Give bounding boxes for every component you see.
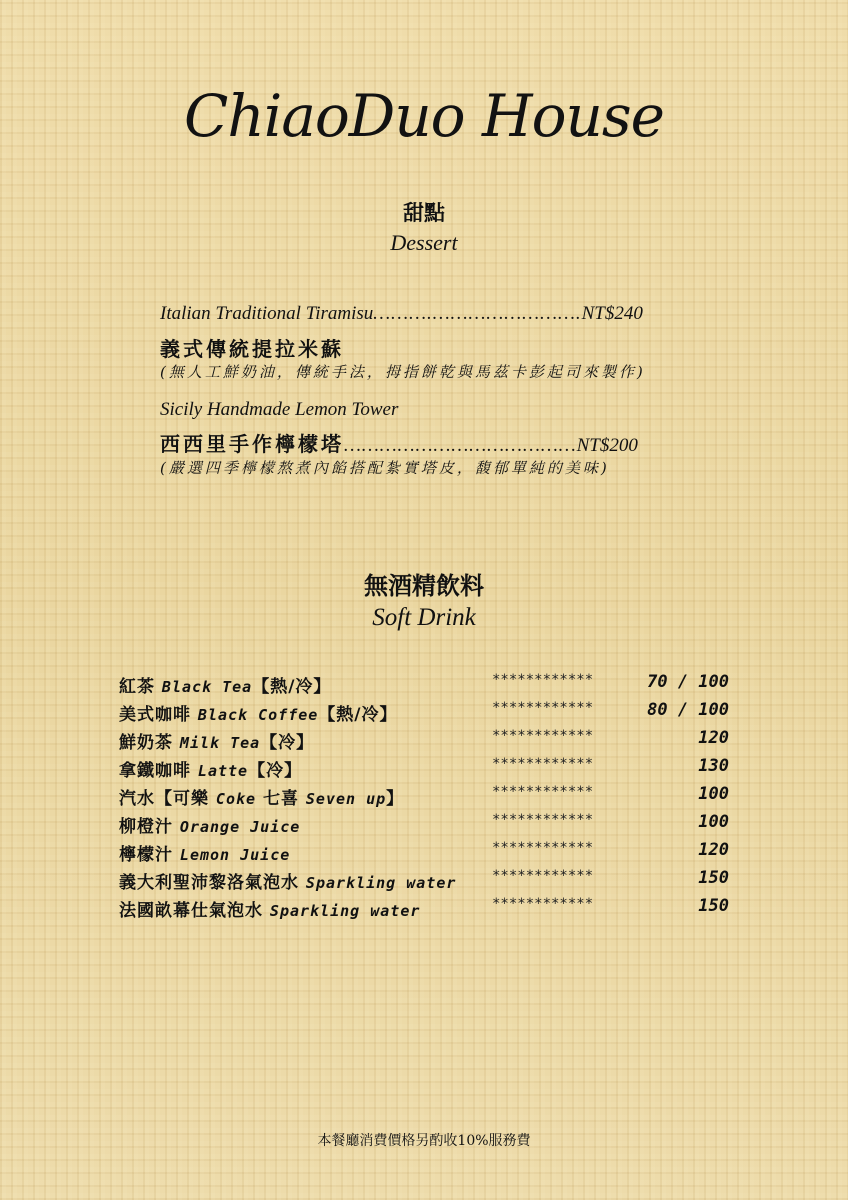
drink-row	[0, 728, 848, 752]
drink-stars: ************	[492, 812, 594, 828]
drink-name	[119, 672, 331, 697]
drink-name-en: Orange Juice	[179, 818, 301, 836]
drink-stars: ************	[492, 756, 594, 772]
drink-name	[119, 700, 398, 725]
drink-row	[0, 784, 848, 808]
drink-stars: ************	[492, 840, 594, 856]
drink-name-en: Black Tea	[161, 678, 253, 696]
drink-name	[119, 756, 302, 781]
drink-name-zh: 義大利聖沛黎洛氣泡水	[119, 873, 299, 893]
dessert-item-name-en: Italian Traditional Tiramisu	[160, 303, 374, 324]
drink-name-zh: 汽水【可樂	[119, 789, 209, 809]
drink-stars: ************	[492, 700, 594, 716]
drink-stars: ************	[492, 896, 594, 912]
drink-name-zh: 檸檬汁	[119, 845, 173, 865]
dessert-item-2-line	[160, 428, 638, 457]
drink-stars: ************	[492, 728, 594, 744]
drink-price: 100	[698, 812, 729, 832]
drink-name-en: Sparkling water	[269, 902, 421, 920]
dessert-item-description: (嚴選四季檸檬熬煮內餡搭配紮實塔皮，馥郁單純的美味)	[160, 459, 610, 477]
restaurant-title: ChiaoDuo House	[184, 82, 664, 150]
dessert-heading-zh: 甜點	[403, 200, 445, 225]
drink-price: 80 / 100	[647, 700, 729, 720]
drink-name-en: Sparkling water	[305, 874, 457, 892]
dessert-item-name-zh: 西西里手作檸檬塔	[160, 432, 344, 456]
drink-stars: ************	[492, 784, 594, 800]
drink-bracket: 】	[386, 789, 405, 809]
drink-name	[119, 896, 420, 921]
drink-row	[0, 896, 848, 920]
dessert-item-1-line	[160, 303, 643, 325]
drink-price: 120	[698, 728, 729, 748]
drink-name-zh: 柳橙汁	[119, 817, 173, 837]
dessert-item-price: NT$200	[576, 435, 638, 456]
drink-name-zh: 拿鐵咖啡	[119, 761, 191, 781]
drink-stars: ************	[492, 868, 594, 884]
drink-temp: 【冷】	[260, 733, 315, 753]
drink-price: 150	[698, 896, 729, 916]
drink-price: 150	[698, 868, 729, 888]
drink-temp: 【熱/冷】	[318, 705, 398, 725]
drink-price: 120	[698, 840, 729, 860]
drink-name	[119, 784, 404, 809]
dessert-item-name-zh: 義式傳統提拉米蘇	[160, 337, 344, 361]
drink-row	[0, 812, 848, 836]
drink-name-zh-2: 七喜	[262, 789, 299, 809]
dessert-item-description: (無人工鮮奶油，傳統手法，拇指餅乾與馬茲卡彭起司來製作)	[160, 363, 646, 381]
drink-row	[0, 840, 848, 864]
drink-price: 70 / 100	[647, 672, 729, 692]
dessert-item-name-en: Sicily Handmade Lemon Tower	[160, 399, 399, 420]
dessert-item-price: NT$240	[581, 303, 643, 324]
drink-name-zh: 紅茶	[119, 677, 155, 697]
service-charge-note: 本餐廳消費價格另酌收10%服務費	[317, 1133, 531, 1149]
drink-name	[119, 840, 290, 865]
dessert-heading-en: Dessert	[390, 230, 458, 255]
drink-name	[119, 868, 456, 893]
drink-temp: 【冷】	[248, 761, 303, 781]
drink-name-zh: 美式咖啡	[119, 705, 191, 725]
drink-name-en-2: Seven up	[305, 790, 387, 808]
soft-drink-heading-zh: 無酒精飲料	[364, 571, 484, 600]
drink-price: 130	[698, 756, 729, 776]
drink-name-zh: 法國畝幕仕氣泡水	[119, 901, 263, 921]
drink-row	[0, 756, 848, 780]
soft-drink-heading-en: Soft Drink	[372, 604, 476, 631]
drink-name-en: Coke	[215, 790, 257, 808]
drink-stars: ************	[492, 672, 594, 688]
drink-temp: 【熱/冷】	[252, 677, 332, 697]
dessert-item-leader-dots: …………………………………	[344, 435, 577, 456]
drink-name-en: Milk Tea	[179, 734, 261, 752]
drink-name-en: Lemon Juice	[179, 846, 291, 864]
drink-row	[0, 868, 848, 892]
drink-name-zh: 鮮奶茶	[119, 733, 173, 753]
drink-row	[0, 672, 848, 696]
drink-name	[119, 728, 314, 753]
drink-row	[0, 700, 848, 724]
drink-name	[119, 812, 300, 837]
drink-name-en: Black Coffee	[197, 706, 319, 724]
dessert-item-leader-dots: ……….…………………….	[373, 303, 582, 324]
drink-name-en: Latte	[197, 762, 249, 780]
drink-price: 100	[698, 784, 729, 804]
